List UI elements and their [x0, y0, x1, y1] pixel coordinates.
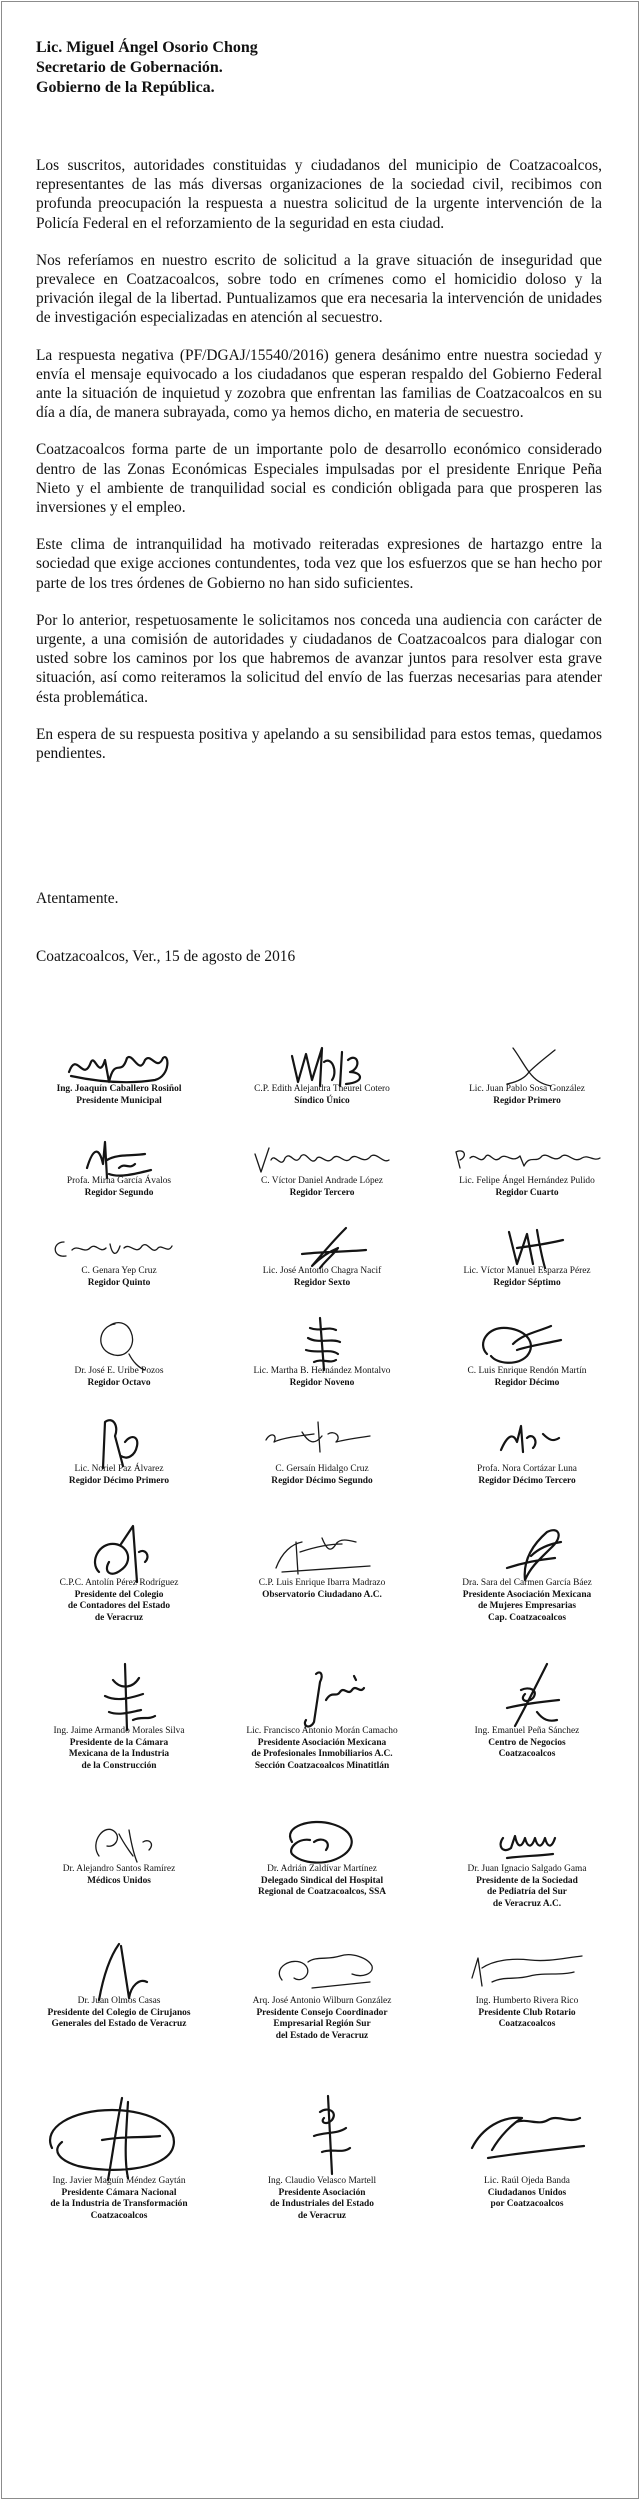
signature-block — [217, 1042, 427, 1115]
signature-block — [422, 1042, 632, 1115]
signatory-role: Regidor Octavo — [87, 1377, 151, 1388]
signature-block — [422, 1812, 632, 1918]
signature-block — [14, 1042, 224, 1115]
signatory-role: de Mujeres Empresarias — [477, 1601, 577, 1611]
signatory-name: Ing. Claudio Velasco Martell — [267, 2176, 377, 2186]
signature-block — [217, 1938, 427, 2050]
signatory-name: Lic. Raúl Ojeda Banda — [484, 2176, 570, 2186]
handwritten-signature — [262, 2088, 382, 2184]
signatory-role: Cap. Coatzacoalcos — [487, 1612, 567, 1623]
signatory-role: de Profesionales Inmobiliarios A.C. — [251, 1749, 393, 1759]
handwritten-signature — [457, 1314, 597, 1374]
signatory-role: Presidente Asociación Mexicana — [257, 1737, 387, 1748]
signatory-role: Coatzacoalcos — [90, 2210, 148, 2221]
signatory-role: Regidor Séptimo — [493, 1277, 561, 1288]
signature-block — [14, 1314, 224, 1397]
signatory-role: Presidente de la Sociedad — [476, 1875, 578, 1886]
signatory-role: Regidor Quinto — [87, 1277, 151, 1288]
signatory-role: Presidente de la Cámara — [69, 1737, 169, 1748]
addressee-government: Gobierno de la República. — [36, 79, 215, 96]
signatory-name: Lic. Noriel Paz Álvarez — [74, 1464, 164, 1474]
signatory-name: Lic. Martha B. Hernández Montalvo — [253, 1366, 391, 1376]
signatory-role: Síndico Único — [294, 1095, 350, 1106]
signatory-role: Delegado Sindical del Hospital — [260, 1875, 384, 1886]
signatory-name: Dr. Adrián Zaldívar Martínez — [267, 1864, 377, 1874]
handwritten-signature — [262, 1660, 382, 1734]
signatory-name: Ing. Javier Maguín Méndez Gaytán — [52, 2176, 186, 2186]
signatory-role: Presidente Asociación — [278, 2187, 366, 2198]
handwritten-signature — [262, 1314, 382, 1374]
signatory-role: Regidor Décimo Primero — [68, 1475, 170, 1486]
signatory-name: Lic. Francisco Antonio Morán Camacho — [246, 1726, 398, 1736]
signatory-role: Regidor Noveno — [289, 1377, 355, 1388]
signatory-role: Coatzacoalcos — [498, 1749, 556, 1759]
signature-block — [217, 1522, 427, 1609]
signatory-name: Lic. José Antonio Chagra Nacif — [262, 1266, 382, 1276]
handwritten-signature — [252, 1412, 392, 1472]
signatory-name: Dr. José E. Uribe Pozos — [74, 1366, 164, 1376]
handwritten-signature — [59, 1812, 179, 1872]
paragraph: Nos referíamos en nuestro escrito de solicitud a la grave situación de inseguridad que prevalece en Coatzacoalcos, sobre todo en crímenes como el homicidio doloso y la privación ilegal de la libertad. Puntualizamos que era necesaria la intervención de unidades de investigación especializadas en atención al secuestro. — [36, 251, 602, 327]
signatory-role: de Veracruz A.C. — [492, 1898, 562, 1909]
handwritten-signature — [252, 1938, 392, 2004]
signatory-name: C. Luis Enrique Rendón Martín — [467, 1366, 587, 1376]
signature-block — [14, 1134, 224, 1207]
signatory-name: C. Gersaín Hidalgo Cruz — [275, 1464, 369, 1474]
handwritten-signature — [59, 1314, 179, 1374]
signatory-role: de Veracruz — [297, 2210, 347, 2221]
signatory-role: Ciudadanos Unidos — [487, 2187, 567, 2198]
signatory-role: de Industriales del Estado — [270, 2199, 374, 2209]
signatory-role: Empresarial Región Sur — [273, 2019, 371, 2029]
signatory-name: Profa. Mirna García Ávalos — [66, 1176, 172, 1186]
handwritten-signature — [59, 1522, 179, 1586]
signatory-role: Regidor Décimo — [494, 1377, 560, 1388]
signatory-role: del Estado de Veracruz — [275, 2030, 369, 2041]
paragraph: Coatzacoalcos forma parte de un importante polo de desarrollo económico considerado dentro de las Zonas Económicas Especiales impulsadas por el presidente Enrique Peña Nieto y el ambiente de tranquilidad social es condición obligada para que prosperen las inversiones y el empleo. — [36, 441, 602, 517]
signatory-role: Regidor Décimo Tercero — [478, 1475, 576, 1486]
signatory-name: Ing. Humberto Rivera Rico — [475, 1996, 579, 2006]
signatory-name: C. Genara Yep Cruz — [81, 1266, 157, 1276]
addressee-name: Lic. Miguel Ángel Osorio Chong — [36, 39, 258, 56]
signature-block — [422, 2088, 632, 2219]
signature-block — [217, 1134, 427, 1207]
handwritten-signature — [467, 1812, 587, 1872]
signatory-role: Presidente Cámara Nacional — [61, 2187, 177, 2198]
signatory-role: Centro de Negocios — [488, 1737, 566, 1748]
handwritten-signature — [59, 1660, 179, 1734]
signatory-role: de Contadores del Estado — [67, 1601, 171, 1611]
signatory-role: Regidor Tercero — [289, 1187, 355, 1198]
signature-block — [422, 1224, 632, 1297]
letter-body — [36, 156, 602, 781]
handwritten-signature — [467, 1412, 587, 1472]
signatory-role: de Pediatría del Sur — [487, 1887, 567, 1897]
signature-block — [422, 1938, 632, 2039]
signatory-role: Coatzacoalcos — [498, 2019, 556, 2029]
signatory-name: Lic. Felipe Ángel Hernández Pulido — [459, 1176, 595, 1186]
signature-block — [217, 2088, 427, 2230]
signature-block — [422, 1314, 632, 1397]
paragraph: La respuesta negativa (PF/DGAJ/15540/2016) genera desánimo entre nuestra sociedad y envía el mensaje equivocado a los ciudadanos que esperan respaldo del Gobierno Federal ante la situación de inquietud y zozobra que enfrentan las familias de Coatzacoalcos en su día a día, de manera subrayada, como ya hemos dicho, en materia de secuestro. — [36, 346, 602, 422]
signatory-role: Presidente del Colegio de Cirujanos — [47, 2007, 191, 2018]
signatory-role: Presidente Asociación Mexicana — [462, 1589, 592, 1600]
signatory-role: de la Industria de Transformación — [50, 2199, 188, 2209]
paragraph: Este clima de intranquilidad ha motivado reiteradas expresiones de hartazgo entre la sociedad que exige acciones contundentes, toda vez que los esfuerzos que se han hecho por parte de los tres órdenes de Gobierno no han sido suficientes. — [36, 536, 602, 592]
signatory-role: Observatorio Ciudadano A.C. — [262, 1589, 382, 1600]
signature-block — [422, 1522, 632, 1632]
signatory-name: Dr. Juan Olmos Casas — [77, 1996, 161, 2006]
handwritten-signature — [59, 1412, 179, 1472]
signatory-role: Generales del Estado de Veracruz — [51, 2019, 187, 2029]
handwritten-signature — [467, 1522, 587, 1586]
handwritten-signature — [59, 1938, 179, 2004]
handwritten-signature — [32, 2088, 202, 2184]
signatory-role: Regional de Coatzacoalcos, SSA — [257, 1887, 387, 1897]
signature-block — [14, 1522, 224, 1632]
signatory-name: C.P. Luis Enrique Ibarra Madrazo — [258, 1578, 386, 1588]
signatory-role: Presidente Club Rotario — [478, 2007, 576, 2018]
signature-block — [422, 1660, 632, 1769]
signatory-name: C.P. Edith Alejandra Theurel Cotero — [254, 1084, 390, 1094]
signature-block — [14, 1938, 224, 2039]
signatory-role: Regidor Segundo — [84, 1187, 154, 1198]
handwritten-signature — [262, 1812, 382, 1872]
signatory-role: Regidor Décimo Segundo — [271, 1475, 373, 1486]
signature-block — [217, 1660, 427, 1780]
signatory-name: Ing. Jaime Armando Morales Silva — [53, 1726, 185, 1736]
signatory-role: Regidor Sexto — [293, 1277, 351, 1288]
signature-block — [422, 1134, 632, 1207]
signatory-role: Médicos Unidos — [87, 1875, 151, 1886]
signatory-role: de la Construcción — [81, 1760, 157, 1771]
signature-block — [14, 1812, 224, 1895]
signature-block — [14, 1412, 224, 1495]
signatory-name: C. Víctor Daniel Andrade López — [261, 1176, 383, 1186]
addressee-block — [36, 38, 258, 98]
signatory-role: por Coatzacoalcos — [490, 2199, 564, 2209]
signature-block — [422, 1412, 632, 1495]
signatory-name: Lic. Juan Pablo Sosa González — [469, 1084, 585, 1094]
handwritten-signature — [467, 1660, 587, 1734]
handwritten-signature — [452, 2088, 602, 2184]
signatory-name: Ing. Emanuel Peña Sánchez — [474, 1726, 580, 1736]
signatory-name: Dr. Alejandro Santos Ramírez — [62, 1864, 176, 1874]
signature-block — [14, 1660, 224, 1780]
signature-block — [217, 1412, 427, 1495]
signature-block — [217, 1812, 427, 1907]
handwritten-signature — [452, 1938, 602, 2004]
signatory-name: C.P.C. Antolín Pérez Rodríguez — [59, 1578, 179, 1588]
signatory-name: Dr. Juan Ignacio Salgado Gama — [467, 1864, 587, 1874]
addressee-title: Secretario de Gobernación. — [36, 59, 223, 76]
signatory-role: de Veracruz — [94, 1612, 144, 1623]
paragraph: Por lo anterior, respetuosamente le solicitamos nos conceda una audiencia con carácter de urgente, a una comisión de autoridades y ciudadanos de Coatzacoalcos para dialogar con usted sobre los caminos por los que habremos de avanzar juntos para resolver esta grave situación, así como reiteramos la solicitud del envío de las fuerzas necesarias para atender ésta problemática. — [36, 611, 602, 706]
signatory-role: Presidente del Colegio — [74, 1589, 164, 1600]
signatory-role: Mexicana de la Industria — [68, 1749, 170, 1759]
signature-block — [14, 2088, 224, 2230]
letter-page — [1, 1, 639, 2499]
signatory-role: Presidente Consejo Coordinador — [256, 2007, 388, 2018]
closing-salutation: Atentamente. — [36, 890, 119, 907]
signatory-role: Regidor Primero — [493, 1095, 561, 1106]
signatory-name: Lic. Víctor Manuel Esparza Pérez — [463, 1266, 591, 1276]
date-line: Coatzacoalcos, Ver., 15 de agosto de 2016 — [36, 948, 296, 965]
signatory-role: Sección Coatzacoalcos Minatitlán — [254, 1760, 390, 1771]
handwritten-signature — [252, 1522, 392, 1586]
signature-block — [14, 1224, 224, 1297]
signatory-role: Presidente Municipal — [76, 1095, 162, 1106]
signatory-role: Regidor Cuarto — [495, 1187, 559, 1198]
signatory-name: Ing. Joaquín Caballero Rosiñol — [56, 1084, 182, 1094]
signatory-name: Arq. José Antonio Wilburn González — [252, 1996, 392, 2006]
signatory-name: Dra. Sara del Carmen García Báez — [462, 1578, 592, 1588]
signature-block — [217, 1224, 427, 1297]
paragraph: En espera de su respuesta positiva y apelando a su sensibilidad para estos temas, quedamos pendientes. — [36, 725, 602, 763]
signature-block — [217, 1314, 427, 1397]
signatory-name: Profa. Nora Cortázar Luna — [477, 1464, 577, 1474]
paragraph: Los suscritos, autoridades constituidas y ciudadanos del municipio de Coatzacoalcos, representantes de las más diversas organizaciones de la sociedad civil, recibimos con profunda preocupación la respuesta a nuestra solicitud de la urgente intervención de la Policía Federal en el reforzamiento de la seguridad en esta ciudad. — [36, 157, 602, 232]
